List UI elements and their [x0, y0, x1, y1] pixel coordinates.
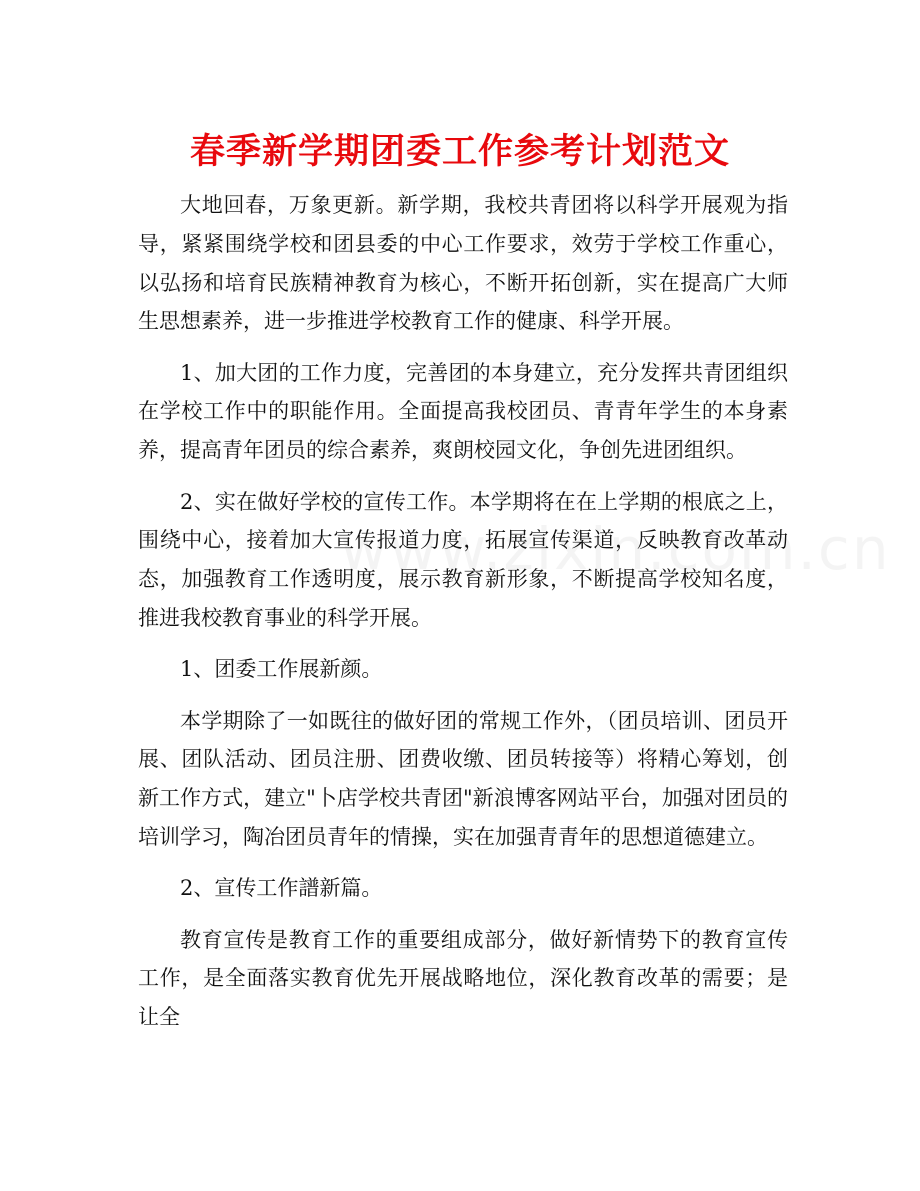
- paragraph: 2、实在做好学校的宣传工作。本学期将在在上学期的根底之上，围绕中心，接着加大宣传报道力度，拓展宣传渠道，反映教育改革动态，加强教育工作透明度，展示教育新形象，不断提高学校知名度，推进我校教育事业的科学开展。: [138, 489, 788, 630]
- section-heading: 2、宣传工作譜新篇。: [180, 876, 383, 901]
- paragraph: 教育宣传是教育工作的重要组成部分，做好新情势下的教育宣传工作，是全面落实教育优先开展战略地位，深化教育改革的需要；是让全: [138, 927, 788, 1030]
- document-body: [138, 186, 788, 1049]
- section-heading: 1、团委工作展新颜。: [180, 657, 383, 682]
- paragraph: 大地回春，万象更新。新学期，我校共青团将以科学开展观为指导，紧紧围绕学校和团县委的中心工作要求，效劳于学校工作重心，以弘扬和培育民族精神教育为核心，不断开拓创新，实在提高广大师生思想素养，进一步推进学校教育工作的健康、科学开展。: [138, 193, 788, 334]
- document-title: 春季新学期团委工作参考计划范文: [189, 131, 730, 172]
- paragraph: 1、加大团的工作力度，完善团的本身建立，充分发挥共青团组织在学校工作中的职能作用。全面提高我校团员、青青年学生的本身素养，提高青年团员的综合素养，爽朗校园文化，争创先进团组织。: [138, 360, 788, 463]
- paragraph: 本学期除了一如既往的做好团的常规工作外，（团员培训、团员开展、团队活动、团员注册、团费收缴、团员转接等）将精心筹划，创新工作方式，建立"卜店学校共青团"新浪博客网站平台，加强对团员的培训学习，陶冶团员青年的情操，实在加强青青年的思想道德建立。: [138, 708, 788, 849]
